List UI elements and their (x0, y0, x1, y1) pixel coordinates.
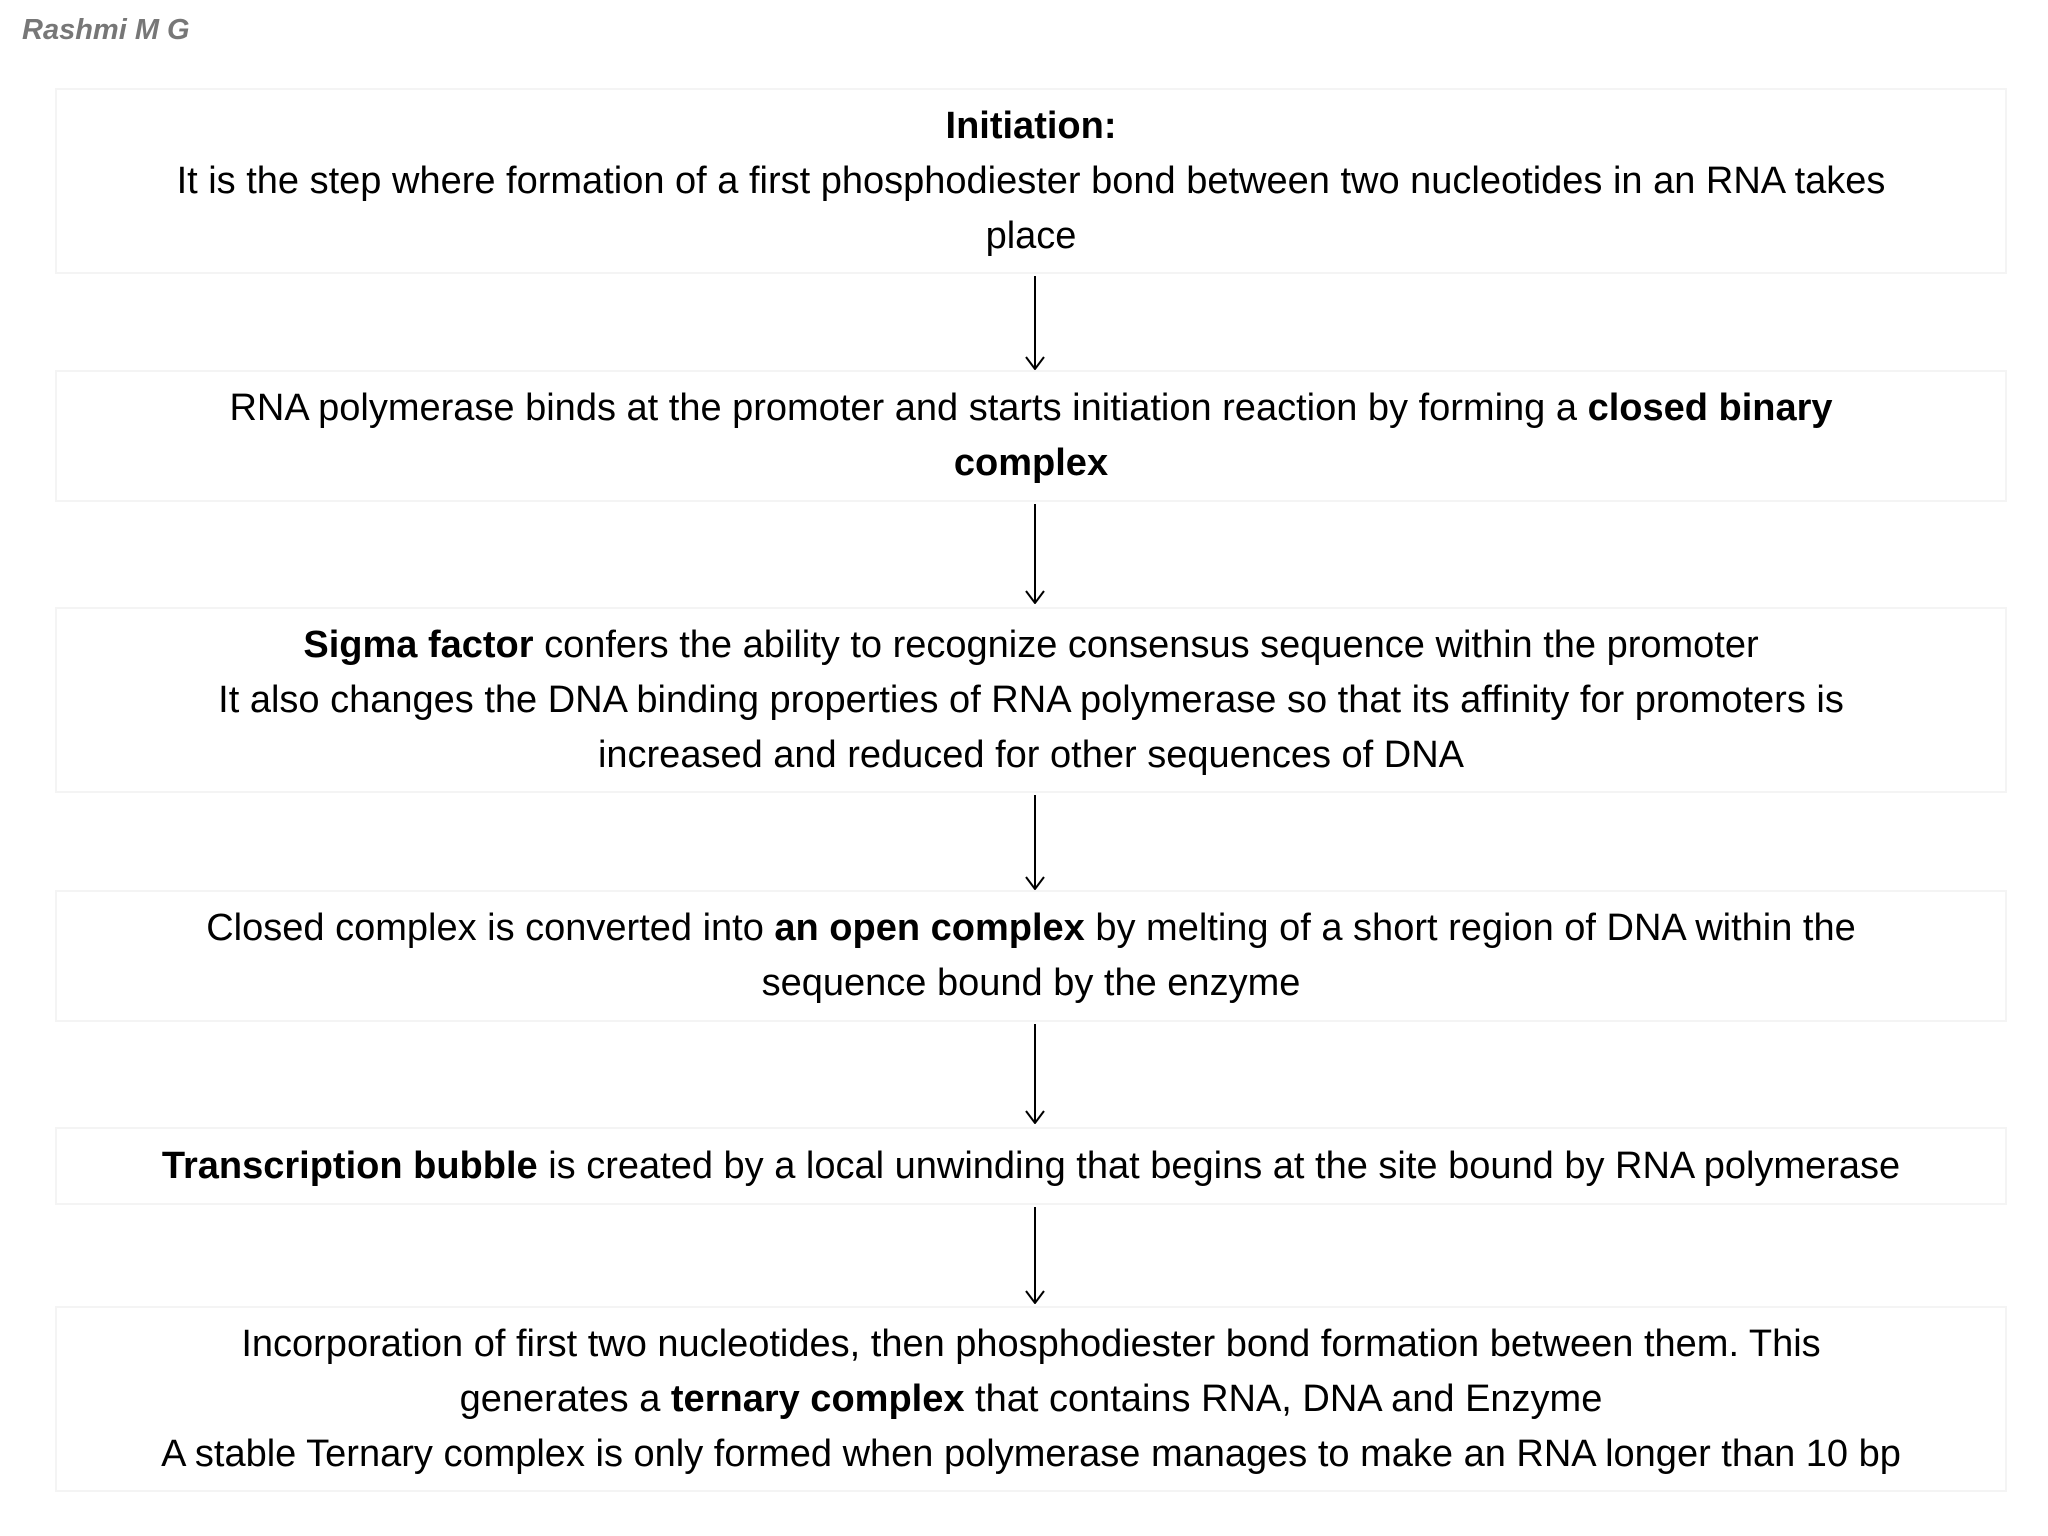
bold-term: ternary complex (670, 1377, 965, 1420)
bold-term: an open complex (774, 907, 1085, 949)
step-text: by melting of a short region of DNA within the (1084, 907, 1856, 949)
flow-step-line (162, 1139, 1900, 1194)
flow-step-line (241, 1317, 1820, 1372)
bold-term: Transcription bubble (161, 1144, 538, 1187)
flow-step-line (177, 154, 1886, 209)
step-text: that contains RNA, DNA and Enzyme (964, 1377, 1603, 1420)
step-text: sequence bound by the enzyme (761, 962, 1301, 1004)
step-text: increased and reduced for other sequences of DNA (597, 733, 1465, 776)
flow-step-line (762, 956, 1301, 1011)
flow-step-line (946, 99, 1117, 154)
down-arrow-icon (1023, 276, 1047, 370)
flow-step-box (55, 1127, 2007, 1205)
step-text: Closed complex is converted into (206, 907, 775, 949)
flow-step-line (303, 618, 1758, 673)
step-text: Incorporation of first two nucleotides, then phosphodiester bond formation between them. This (241, 1322, 1821, 1365)
step-text: confers the ability to recognize consensus sequence within the promoter (533, 623, 1759, 666)
bold-term: complex (953, 442, 1109, 484)
step-text: A stable Ternary complex is only formed when polymerase manages to make an RNA longer than 10 bp (161, 1432, 1901, 1475)
step-text: is created by a local unwinding that begins at the site bound by RNA polymerase (537, 1144, 1901, 1187)
down-arrow-icon (1023, 795, 1047, 890)
step-text: generates a (459, 1377, 671, 1420)
step-text: place (985, 214, 1077, 257)
bold-term: Sigma factor (303, 623, 534, 666)
bold-term: Initiation: (945, 104, 1117, 147)
flow-step-line (986, 209, 1077, 264)
flow-step-box (55, 890, 2007, 1022)
flow-step-line (598, 728, 1464, 783)
flow-step-box (55, 370, 2007, 502)
step-text: It is the step where formation of a first phosphodiester bond between two nucleotides in an RNA takes (176, 159, 1886, 202)
step-text: It also changes the DNA binding properties of RNA polymerase so that its affinity for promoters is (218, 678, 1844, 721)
step-text: RNA polymerase binds at the promoter and starts initiation reaction by forming a (229, 387, 1588, 429)
flow-step-line (206, 901, 1856, 956)
flow-step-box (55, 88, 2007, 274)
flow-step-line (460, 1372, 1603, 1427)
flow-step-line (229, 381, 1832, 436)
down-arrow-icon (1023, 504, 1047, 604)
bold-term: closed binary (1587, 387, 1833, 429)
down-arrow-icon (1023, 1024, 1047, 1124)
flow-step-box (55, 607, 2007, 793)
author-watermark: Rashmi M G (22, 14, 190, 46)
flow-step-line (161, 1427, 1901, 1482)
flow-step-line (218, 673, 1844, 728)
down-arrow-icon (1023, 1207, 1047, 1304)
flow-step-box (55, 1306, 2007, 1492)
flow-step-line (954, 436, 1108, 491)
